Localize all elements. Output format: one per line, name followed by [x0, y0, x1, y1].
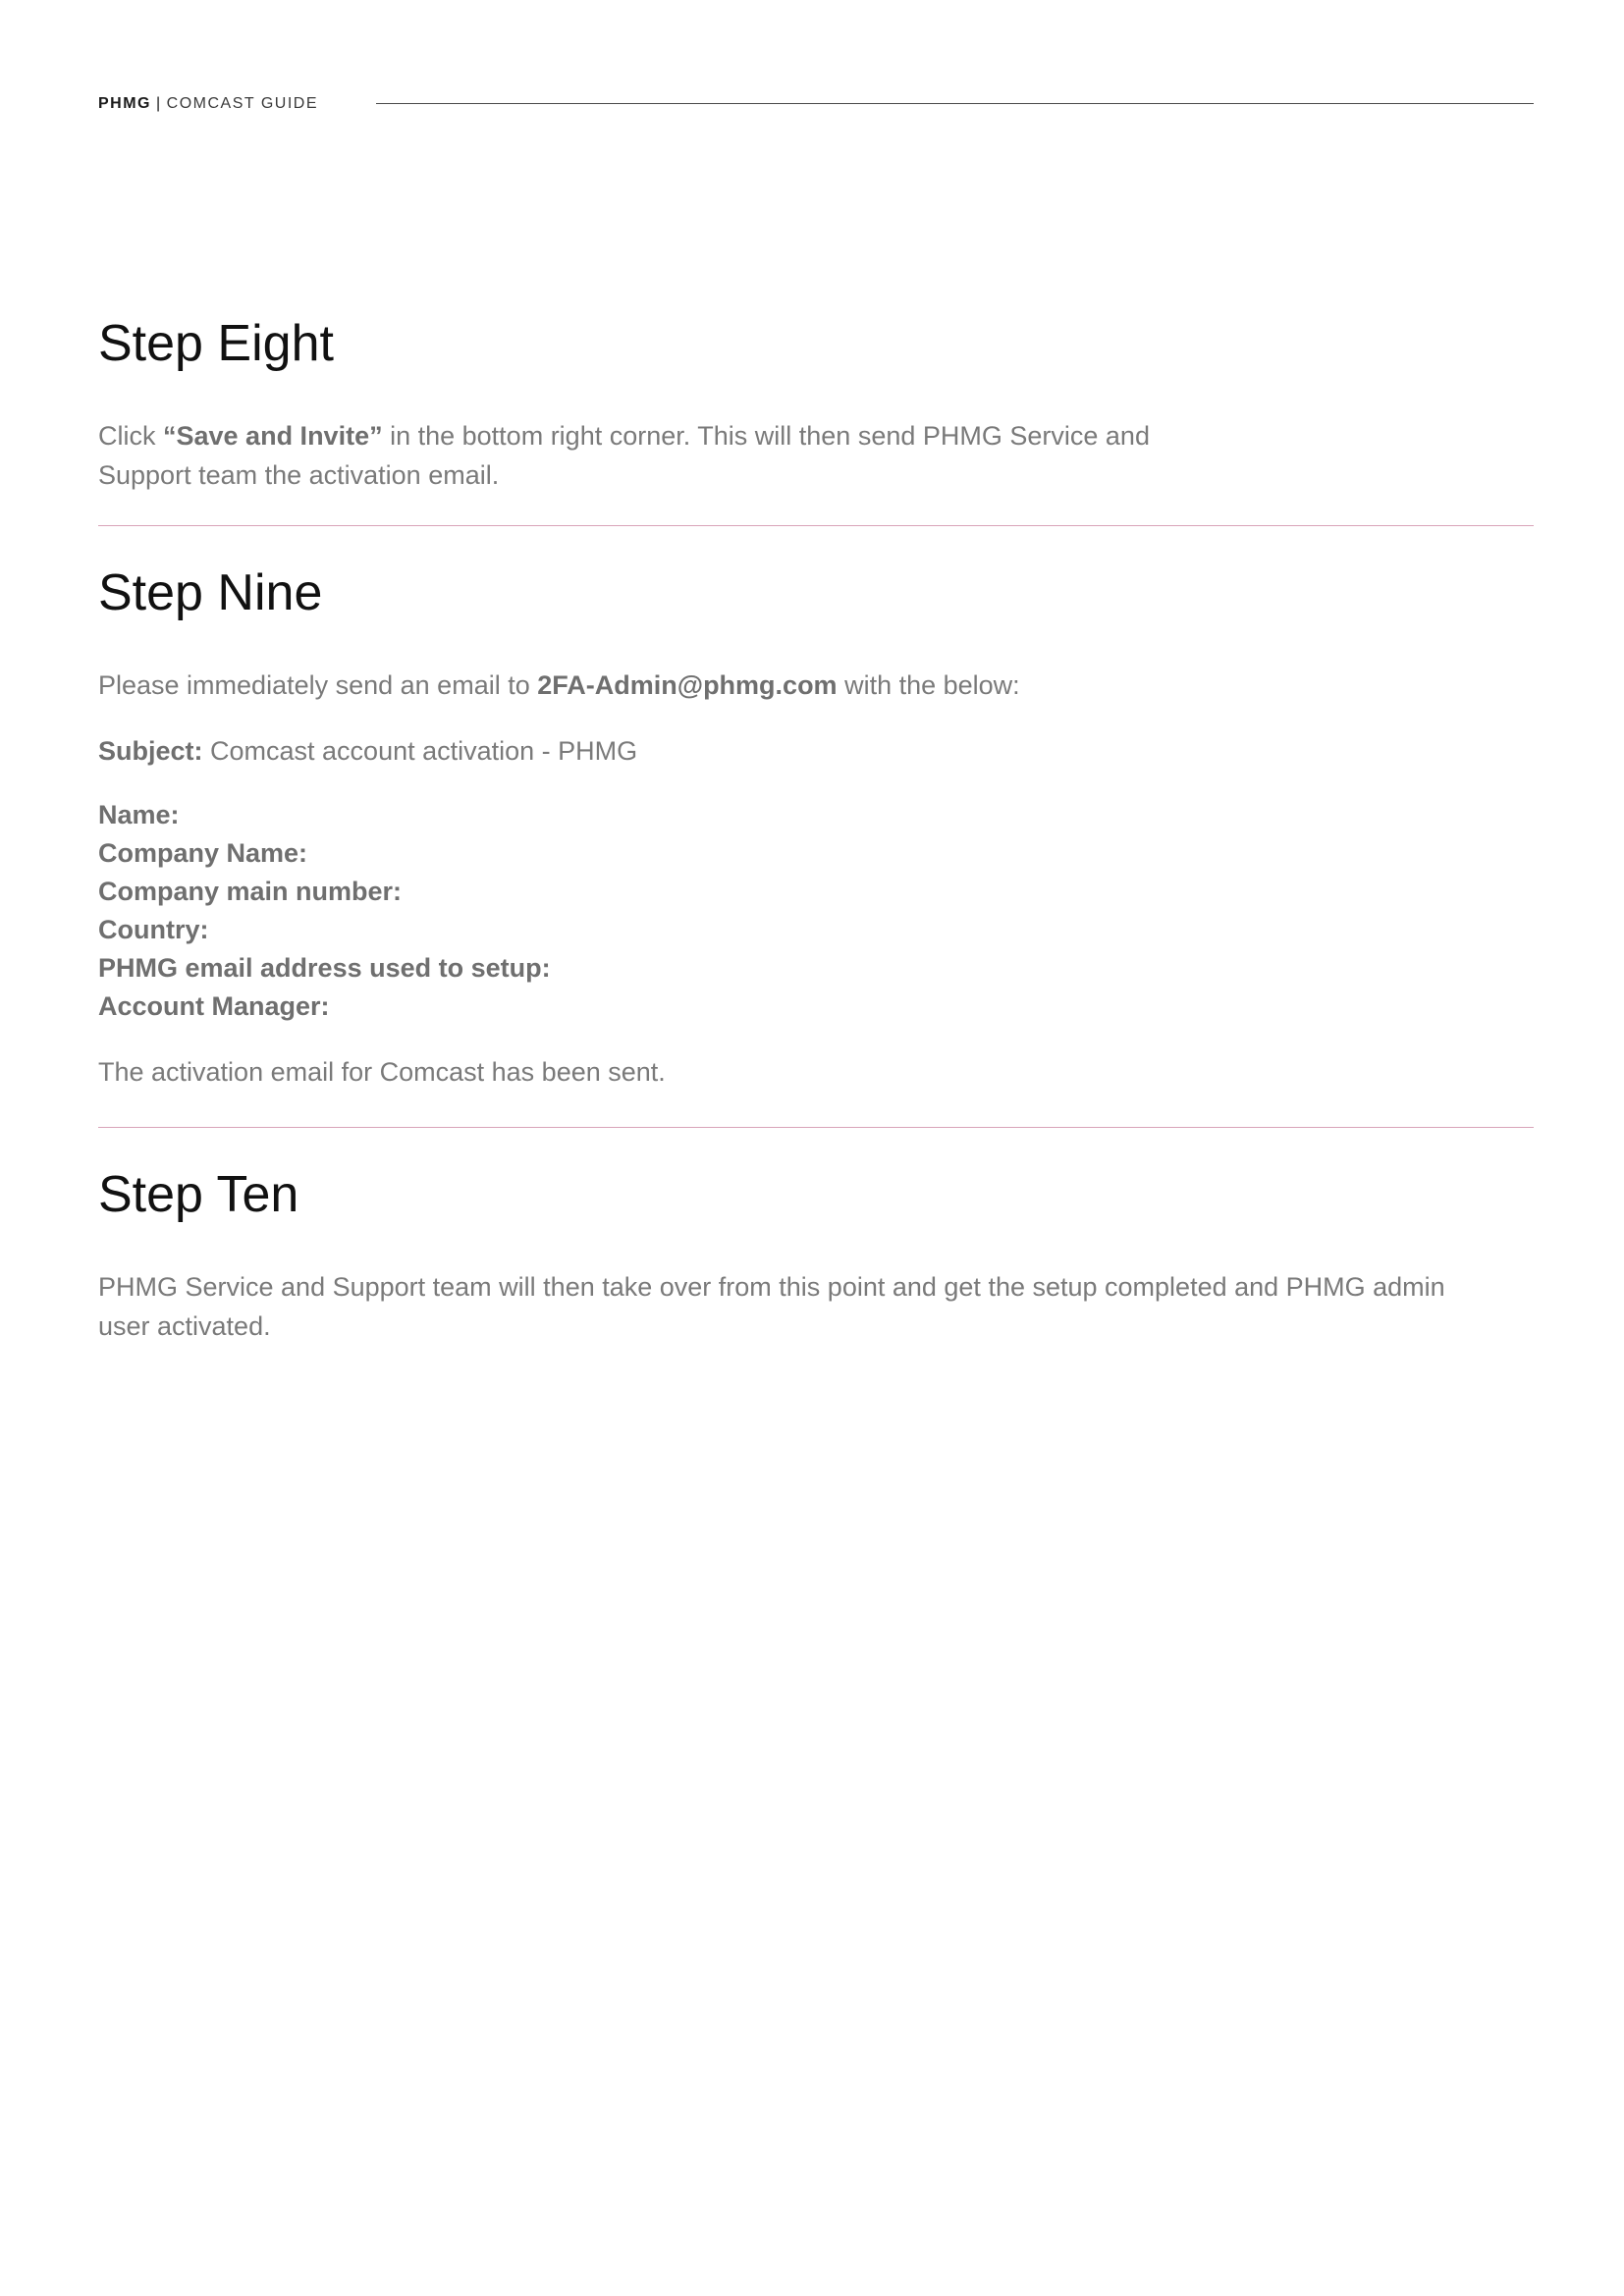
- guide-title: COMCAST GUIDE: [166, 95, 318, 112]
- field-name: Name:: [98, 800, 180, 829]
- step-eight-line1: in the bottom right corner. This will then send PHMG Service and: [382, 421, 1150, 451]
- step-ten-title: Step Ten: [98, 1166, 299, 1223]
- header-rule: [376, 103, 1534, 104]
- step-eight-line2: Support team the activation email.: [98, 460, 500, 490]
- step-eight-pre: Click: [98, 421, 163, 451]
- step-nine-title: Step Nine: [98, 564, 323, 621]
- field-phmg-email: PHMG email address used to setup:: [98, 953, 551, 983]
- step-nine-intro: [98, 666, 1534, 705]
- subject-value: Comcast account activation - PHMG: [202, 736, 638, 766]
- step-nine-section: [98, 563, 1534, 1092]
- step-nine-closing: The activation email for Comcast has been sent.: [98, 1057, 666, 1087]
- admin-email: 2FA-Admin@phmg.com: [537, 670, 838, 700]
- step-eight-text: [98, 416, 1534, 495]
- subject-label: Subject:: [98, 736, 203, 766]
- field-company-name: Company Name:: [98, 838, 308, 868]
- header-brand: [98, 95, 318, 113]
- step-ten-line1: PHMG Service and Support team will then take over from this point and get the setup completed and PHMG admin: [98, 1272, 1445, 1302]
- brand-name: PHMG: [98, 95, 151, 112]
- step-nine-intro-pre: Please immediately send an email to: [98, 670, 538, 700]
- save-and-invite-label: “Save and Invite”: [163, 421, 383, 451]
- step-eight-section: [98, 314, 1534, 495]
- step-eight-title: Step Eight: [98, 315, 334, 372]
- step-ten-text: [98, 1267, 1534, 1346]
- email-field-list: [98, 796, 1534, 1026]
- step-nine-intro-post: with the below:: [837, 670, 1020, 700]
- field-country: Country:: [98, 915, 209, 944]
- step-ten-section: [98, 1165, 1534, 1346]
- step-ten-line2: user activated.: [98, 1311, 271, 1341]
- field-account-manager: Account Manager:: [98, 991, 330, 1021]
- page-header: [98, 92, 1534, 116]
- divider-2: [98, 1127, 1534, 1128]
- brand-separator: |: [156, 95, 162, 112]
- field-company-number: Company main number:: [98, 877, 403, 906]
- subject-line: [98, 731, 1534, 771]
- divider-1: [98, 525, 1534, 526]
